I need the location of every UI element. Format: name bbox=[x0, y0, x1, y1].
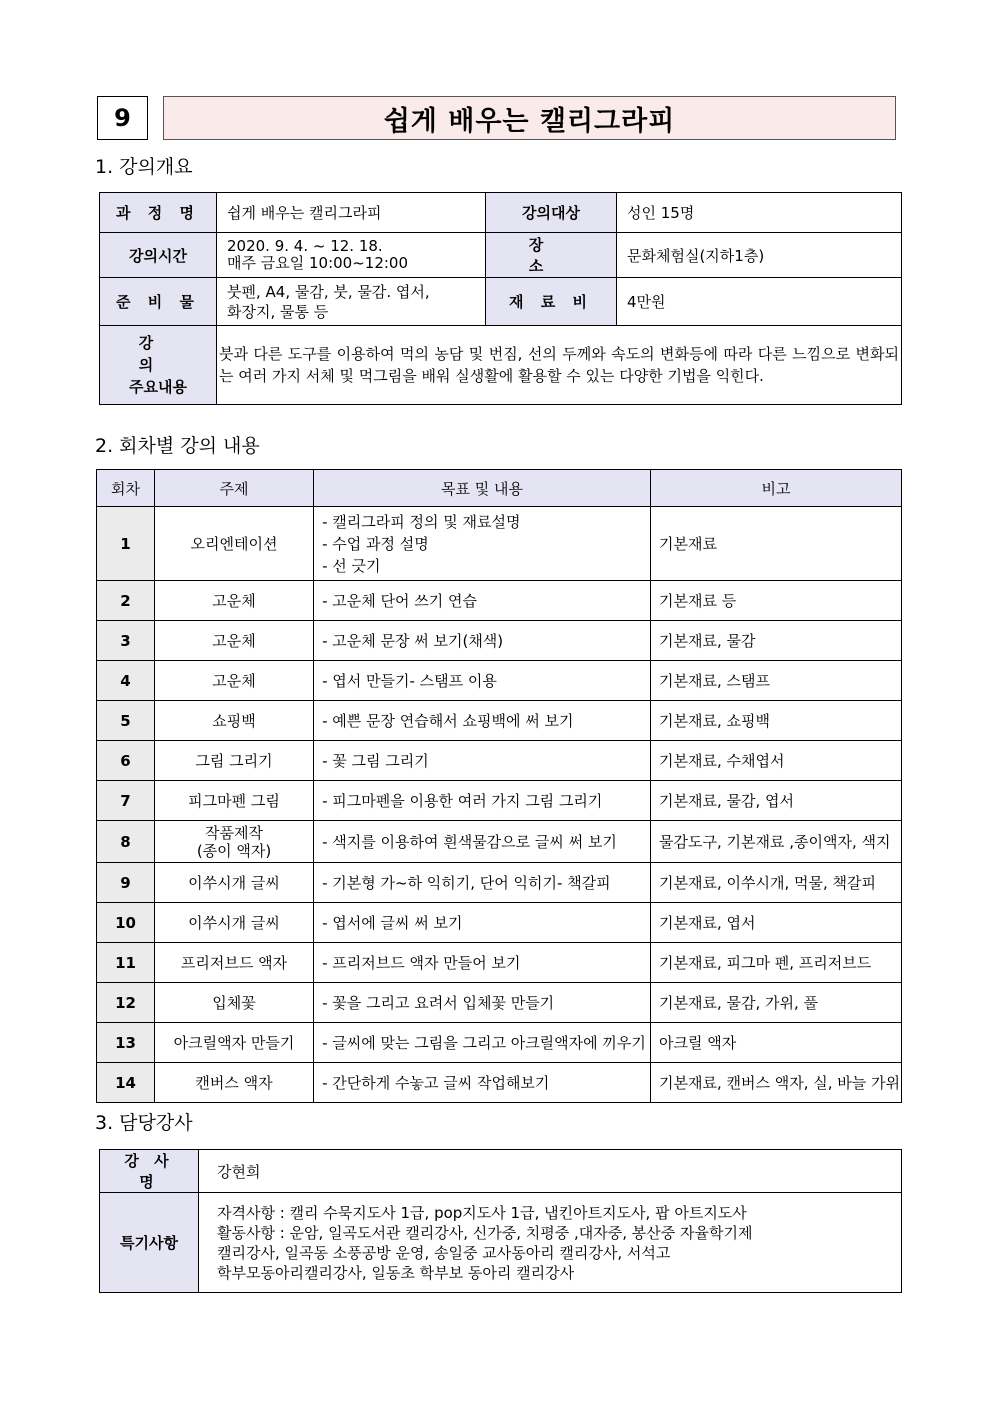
session-topic: 고운체 bbox=[155, 581, 314, 621]
session-content bbox=[314, 741, 651, 781]
session-number: 6 bbox=[97, 741, 155, 781]
session-content-line: - 고운체 단어 쓰기 연습 bbox=[322, 591, 477, 610]
session-number: 4 bbox=[97, 661, 155, 701]
table-row bbox=[97, 821, 902, 863]
table-row bbox=[97, 903, 902, 943]
place-value: 문화체험실(지하1층) bbox=[617, 233, 902, 278]
session-content-line: - 글씨에 맞는 그림을 그리고 아크릴액자에 끼우기 bbox=[322, 1033, 646, 1052]
session-content bbox=[314, 943, 651, 983]
session-topic: 이쑤시개 글씨 bbox=[155, 863, 314, 903]
instructor-notes-value bbox=[199, 1193, 902, 1293]
session-note: 기본재료, 캔버스 액자, 실, 바늘 가위 bbox=[650, 1063, 901, 1103]
session-content bbox=[314, 701, 651, 741]
materials-line-1: 붓펜, A4, 물감, 붓, 물감. 엽서, bbox=[227, 282, 430, 301]
section-heading-instructor: 3. 담당강사 bbox=[95, 1112, 193, 1134]
instructor-notes-label: 특기사항 bbox=[100, 1193, 199, 1293]
session-content-line: - 선 긋기 bbox=[322, 556, 381, 575]
session-content-line: - 캘리그라피 정의 및 재료설명 bbox=[322, 512, 521, 531]
table-row bbox=[97, 781, 902, 821]
session-number: 8 bbox=[97, 821, 155, 863]
materials-line-2: 화장지, 물통 등 bbox=[227, 302, 329, 321]
table-row bbox=[97, 661, 902, 701]
header-no: 회차 bbox=[97, 470, 155, 507]
session-topic: 고운체 bbox=[155, 621, 314, 661]
place-label: 장 소 bbox=[486, 233, 617, 278]
content-label bbox=[100, 326, 217, 405]
session-number: 12 bbox=[97, 983, 155, 1023]
target-label: 강의대상 bbox=[486, 193, 617, 233]
materials-label: 준 비 물 bbox=[100, 278, 217, 326]
section-heading-sessions: 2. 회차별 강의 내용 bbox=[95, 435, 260, 457]
materials-value bbox=[217, 278, 486, 326]
target-value: 성인 15명 bbox=[617, 193, 902, 233]
table-row bbox=[97, 863, 902, 903]
session-content-line: - 피그마펜을 이용한 여러 가지 그림 그리기 bbox=[322, 791, 603, 810]
session-number: 13 bbox=[97, 1023, 155, 1063]
content-label-line-1: 강 의 bbox=[138, 334, 178, 374]
instructor-note-line: 캘리강사, 일곡동 소풍공방 운영, 송일중 교사동아리 캘리강사, 서석고 bbox=[217, 1243, 671, 1262]
fee-value: 4만원 bbox=[617, 278, 902, 326]
session-note: 기본재료, 피그마 펜, 프리저브드 bbox=[650, 943, 901, 983]
session-content-line: - 기본형 가~하 익히기, 단어 익히기- 책갈피 bbox=[322, 873, 611, 892]
session-topic: 피그마펜 그림 bbox=[155, 781, 314, 821]
header-content: 목표 및 내용 bbox=[314, 470, 651, 507]
session-note: 기본재료, 이쑤시개, 먹물, 책갈피 bbox=[650, 863, 901, 903]
session-topic: 입체꽃 bbox=[155, 983, 314, 1023]
time-value bbox=[217, 233, 486, 278]
session-number: 11 bbox=[97, 943, 155, 983]
session-content-line: - 엽서 만들기- 스탬프 이용 bbox=[322, 671, 497, 690]
section-heading-overview: 1. 강의개요 bbox=[95, 156, 193, 178]
session-content bbox=[314, 581, 651, 621]
session-note: 기본재료, 물감 bbox=[650, 621, 901, 661]
session-note: 기본재료, 엽서 bbox=[650, 903, 901, 943]
instructor-table bbox=[99, 1149, 902, 1293]
session-content-line: - 간단하게 수놓고 글씨 작업해보기 bbox=[322, 1073, 550, 1092]
session-note: 기본재료, 스탬프 bbox=[650, 661, 901, 701]
course-name-value: 쉽게 배우는 캘리그라피 bbox=[217, 193, 486, 233]
table-row bbox=[97, 581, 902, 621]
session-content-line: - 고운체 문장 써 보기(채색) bbox=[322, 631, 504, 650]
session-note: 기본재료, 물감, 엽서 bbox=[650, 781, 901, 821]
content-label-line-2: 주요내용 bbox=[129, 378, 187, 396]
table-row bbox=[97, 943, 902, 983]
session-topic: 프리저브드 액자 bbox=[155, 943, 314, 983]
sessions-table bbox=[96, 469, 902, 1103]
session-content bbox=[314, 903, 651, 943]
session-content bbox=[314, 863, 651, 903]
session-number: 10 bbox=[97, 903, 155, 943]
table-row bbox=[97, 741, 902, 781]
session-content bbox=[314, 821, 651, 863]
time-label: 강의시간 bbox=[100, 233, 217, 278]
table-row bbox=[97, 1023, 902, 1063]
time-date-range: 2020. 9. 4. ~ 12. 18. bbox=[227, 237, 383, 255]
session-content bbox=[314, 621, 651, 661]
session-content bbox=[314, 983, 651, 1023]
session-topic: 아크릴액자 만들기 bbox=[155, 1023, 314, 1063]
instructor-name-label: 강 사 명 bbox=[100, 1150, 199, 1193]
session-topic: 고운체 bbox=[155, 661, 314, 701]
session-content bbox=[314, 507, 651, 581]
header-note: 비고 bbox=[650, 470, 901, 507]
session-note: 기본재료, 쇼핑백 bbox=[650, 701, 901, 741]
overview-table bbox=[99, 192, 902, 405]
session-content-line: - 엽서에 글씨 써 보기 bbox=[322, 913, 463, 932]
session-topic: 쇼핑백 bbox=[155, 701, 314, 741]
session-content-line: - 프리저브드 액자 만들어 보기 bbox=[322, 953, 521, 972]
session-content bbox=[314, 661, 651, 701]
table-row bbox=[97, 507, 902, 581]
session-topic: 캔버스 액자 bbox=[155, 1063, 314, 1103]
session-topic: 오리엔테이션 bbox=[155, 507, 314, 581]
session-content-line: - 꽃을 그리고 요려서 입체꽃 만들기 bbox=[322, 993, 555, 1012]
instructor-name-value: 강현희 bbox=[199, 1150, 902, 1193]
table-row bbox=[97, 1063, 902, 1103]
session-content-line: - 예쁜 문장 연습해서 쇼핑백에 써 보기 bbox=[322, 711, 574, 730]
table-row bbox=[97, 983, 902, 1023]
table-row bbox=[97, 701, 902, 741]
session-content-line: - 꽃 그림 그리기 bbox=[322, 751, 429, 770]
session-content bbox=[314, 1063, 651, 1103]
session-number: 7 bbox=[97, 781, 155, 821]
session-number: 9 bbox=[97, 863, 155, 903]
session-number: 1 bbox=[97, 507, 155, 581]
session-number: 5 bbox=[97, 701, 155, 741]
page-title: 쉽게 배우는 캘리그라피 bbox=[163, 96, 896, 140]
session-content-line: - 색지를 이용하여 흰색물감으로 글씨 써 보기 bbox=[322, 832, 617, 851]
session-topic: 이쑤시개 글씨 bbox=[155, 903, 314, 943]
session-content bbox=[314, 781, 651, 821]
session-content bbox=[314, 1023, 651, 1063]
session-topic: 작품제작 (종이 액자) bbox=[155, 821, 314, 863]
fee-label: 재 료 비 bbox=[486, 278, 617, 326]
session-number: 3 bbox=[97, 621, 155, 661]
session-note: 기본재료 bbox=[650, 507, 901, 581]
instructor-note-line: 학부모동아리캘리강사, 일동초 학부보 동아리 캘리강사 bbox=[217, 1263, 575, 1282]
session-note: 아크릴 액자 bbox=[650, 1023, 901, 1063]
content-value: 붓과 다른 도구를 이용하여 먹의 농담 및 번짐, 선의 두께와 속도의 변화등에 따라 다른 느낌으로 변화되는 여러 가지 서체 및 먹그림을 배워 실생활에 활용할 수 있는 다양한 기법을 익힌다. bbox=[217, 326, 902, 405]
instructor-note-line: 활동사항 : 운암, 일곡도서관 캘리강사, 신가중, 치평중 ,대자중, 봉산중 자율학기제 bbox=[217, 1223, 753, 1242]
time-weekly: 매주 금요일 10:00~12:00 bbox=[227, 254, 409, 272]
session-number: 2 bbox=[97, 581, 155, 621]
session-topic: 그림 그리기 bbox=[155, 741, 314, 781]
session-note: 기본재료, 수채엽서 bbox=[650, 741, 901, 781]
table-row bbox=[97, 621, 902, 661]
instructor-note-line: 자격사항 : 캘리 수묵지도사 1급, pop지도사 1급, 냅킨아트지도사, 팝 아트지도사 bbox=[217, 1203, 747, 1222]
session-number: 14 bbox=[97, 1063, 155, 1103]
session-content-line: - 수업 과정 설명 bbox=[322, 534, 429, 553]
course-name-label: 과 정 명 bbox=[100, 193, 217, 233]
header-topic: 주제 bbox=[155, 470, 314, 507]
session-note: 기본재료 등 bbox=[650, 581, 901, 621]
session-note: 기본재료, 물감, 가위, 풀 bbox=[650, 983, 901, 1023]
course-number: 9 bbox=[97, 96, 148, 140]
session-note: 물감도구, 기본재료 ,종이액자, 색지 bbox=[650, 821, 901, 863]
